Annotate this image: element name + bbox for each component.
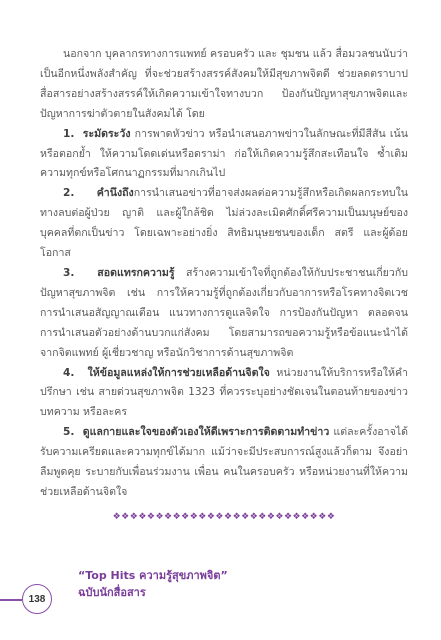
item-number: 1. bbox=[63, 127, 75, 140]
footer-rule bbox=[0, 599, 22, 601]
list-item-1 bbox=[40, 125, 408, 185]
list-item-2 bbox=[40, 184, 408, 264]
item-lead: ระมัดระวัง bbox=[82, 127, 131, 140]
article-body bbox=[40, 45, 408, 523]
page-number: 138 bbox=[22, 584, 52, 614]
item-lead: สอดแทรกความรู้ bbox=[97, 266, 175, 279]
item-text: แต่ละครั้งอาจได้รับความเครียดและความทุกข์ได้มาก แม้ว่าจะมีประสบการณ์สูงแล้วก็ตาม จึงอย่าลืมพูดคุย ระบายกับเพื่อนร่วมงาน เพื่อน คนในครอบครัว หรือหน่วยงานที่ให้ความช่วยเหลือด้านจิตใจ bbox=[40, 426, 408, 498]
item-lead: คำนึงถึง bbox=[96, 187, 134, 200]
publication-title-line2: ฉบับนักสื่อสาร bbox=[78, 586, 146, 599]
item-number: 3. bbox=[63, 266, 75, 279]
item-lead: ให้ข้อมูลแหล่งให้การช่วยเหลือด้านจิตใจ bbox=[87, 366, 270, 379]
page-footer bbox=[0, 563, 441, 640]
list-item-3 bbox=[40, 264, 408, 364]
publication-title bbox=[78, 567, 228, 601]
list-item-5 bbox=[40, 423, 408, 503]
item-text: การนำเสนอข่าวที่อาจส่งผลต่อความรู้สึกหรือเกิดผลกระทบในทางลบต่อผู้ป่วย ญาติ และผู้ใกล้ชิด ไม่ล่วงละเมิดศักดิ์ศรีความเป็นมนุษย์ของบุคคลที่ตกเป็นข่าว โดยเฉพาะอย่างยิ่ง สิทธิมนุษยชนของเด็ก สตรี และผู้ด้อยโอกาส bbox=[40, 187, 408, 260]
item-text: การพาดหัวข่าว หรือนำเสนอภาพข่าวในลักษณะที่มีสีสัน เน้นหรือตอกย้ำ ให้ความโดดเด่นหรือดราม่า ก่อให้เกิดความรู้สึกสะเทือนใจ ซ้ำเติมความทุกข์หรือโศกนาฏกรรมที่มากเกินไป bbox=[40, 127, 408, 180]
publication-title-line1: “Top Hits ความรู้สุขภาพจิต” bbox=[78, 569, 228, 582]
intro-paragraph: นอกจาก บุคลากรทางการแพทย์ ครอบครัว และ ชุมชน แล้ว สื่อมวลชนนับว่าเป็นอีกหนึ่งพลังสำคัญ ที่จะช่วยสร้างสรรค์สังคมให้มีสุขภาพจิตดี ช่วยลดตราบาป สื่อสารอย่างสร้างสรรค์ให้เกิดความเข้าใจทางบวก ป้องกันปัญหาสุขภาพจิตและปัญหาการฆ่าตัวตายในสังคมได้ โดย bbox=[40, 48, 408, 120]
ornament-divider: ❖❖❖❖❖❖❖❖❖❖❖❖❖❖❖❖❖❖❖❖❖❖❖❖❖❖ bbox=[112, 511, 336, 522]
item-number: 4. bbox=[63, 366, 75, 379]
item-lead: ดูแลกายและใจของตัวเองให้ดีเพราะการติดตามทำข่าว bbox=[82, 426, 330, 439]
item-text: หน่วยงานให้บริการหรือให้คำปรึกษา เช่น สายด่วนสุขภาพจิต 1323 ที่ควรระบุอย่างชัดเจนในตอนท้ายของข่าว บทความ หรือละคร bbox=[40, 366, 408, 419]
list-item-4 bbox=[40, 364, 408, 424]
item-number: 5. bbox=[63, 426, 75, 439]
item-text: สร้างความเข้าใจที่ถูกต้องให้กับประชาชนเกี่ยวกับปัญหาสุขภาพจิต เช่น การให้ความรู้ที่ถูกต้องเกี่ยวกับอาการหรือโรคทางจิตเวช การนำเสนอสัญญาณเตือน แนวทางการดูแลจิตใจ การป้องกันปัญหา ตลอดจน การนำเสนอตัวอย่างด้านบวกแก่สังคม โดยสามารถขอความรู้หรือข้อแนะนำได้จากจิตแพทย์ ผู้เชี่ยวชาญ หรือนักวิชาการด้านสุขภาพจิต bbox=[40, 266, 408, 359]
item-number: 2. bbox=[63, 187, 75, 200]
